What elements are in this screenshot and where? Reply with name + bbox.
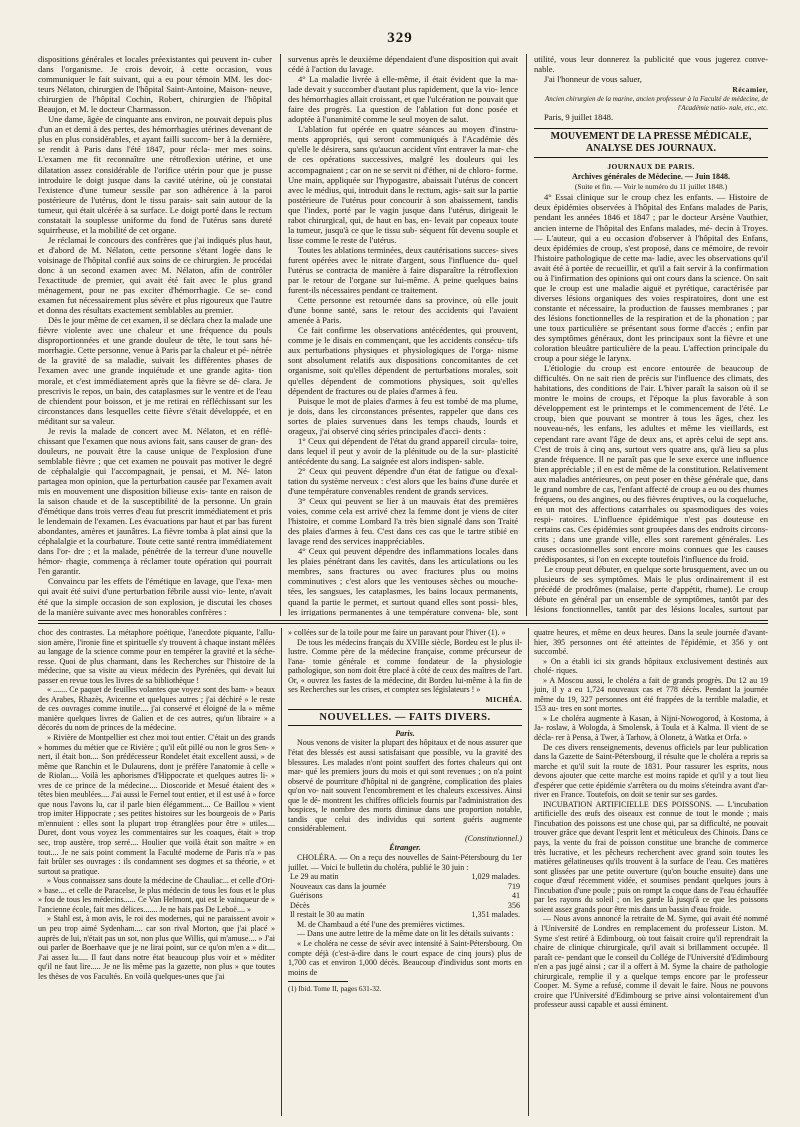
paragraph: Dès le jour même de cet examen, il se déclara chez la malade une fièvre violente avec une chaleur et une fréquence du pouls disproportionnées et une grande douleur de tête, le tout sans hé- morrhagie. Cette personne, venue à Paris par la chaleur et pé- nétrée de la gravité de sa maladie, suivait les différentes phases de l'examen avec une grande inquiétude et une grande agita- tion morale, et c'est immédiatement après que la fièvre se dé- clara. Je prescrivis le repos, un bain, des cataplasmes sur le ventre et de l'eau de chiendent pour boisson, et je me retirai en réfléchissant sur les circonstances dans lesquelles cette fièvre s'était développée, et en méditant sur sa valeur. [38,315,272,426]
paragraph: » Le choléra augmente à Kasan, à Nijni-Nowogorod, à Kostoma, à Ja- roslaw, à Wologda, à Smolensk, à Toula et à Kalma. Il vient de se décla- rer à Pensa, à Twer, à Tarhow, à Olonetz, à Watka et Orfa. » [534,713,768,743]
stat-label: Le 29 au matin [290,872,339,882]
paragraph: 4° Ceux qui peuvent dépendre des inflammations locales dans les plaies pénétrant dans les cavités, dans les articulations ou les membres, sans fractures ou avec fractures plus ou moins comminutives ; c'est alors que les ventouses sèches ou mouche- tées, les sangsues, les cataplasmes, les bains locaux permanents, quand la partie le permet, et surtout quand elles sont possi- bles, les irrigations permanentes à une température convena- ble, sont [288,546,518,616]
section-rule [38,620,768,621]
paragraph: Puisque le mot de plaies d'armes à feu est tombé de ma plume, je dois, dans les circonstances présentes, rappeler que dans ces sortes de plaies survenues dans les temps chauds, lourds et orageux, j'ai observé cinq séries principales d'acci- dents : [288,395,518,436]
news-column [288,628,522,1116]
column-divider [528,628,529,1116]
news-title: NOUVELLES. — FAITS DIVERS. [288,709,522,726]
paragraph: INCUBATION ARTIFICIELLE DES POISSONS. — L'incubation artificielle des œufs des oiseaux est connue de tout le monde ; mais l'incubation des poissons est une chose qui, par sa difficulté, ne pouvait trouver grâce que devant l'esprit lent et méticuleux des Chinois. Dans ce pays, la vente du frai de poisson constitue une branche de commerce très lucrative, et les pêcheurs recherchent avec grand soin toutes les matières gélatineuses qu'ils trouvent à la surface de l'eau. Ces matières sont glissées par une petite ouverture (qu'on bouche ensuite) dans une coque d'œuf récemment vidée, et soumises pendant quelques jours à l'incubation d'une poule ; puis on rompt la coque dans de l'eau échauffée par les rayons du soleil ; on les garde là jusqu'à ce que les poissons soient assez grands pour être mis dans un bassin d'eau froide. [534,799,768,914]
paragraph: L'ablation fut opérée en quatre séances au moyen d'instru- ments appropriés, qui seront communiqués à l'Académie dès qu'elle le désirera, sans qu'aucun accident vînt entraver la mar- che de ces opérations successives, malgré les douleurs qui les accompagnaient ; car on ne se servit ni d'éther, ni de chloro- forme. Une main, appliquée sur l'hypogastre, abaissait l'utérus de concert avec le médius, qui, introduit dans le rectum, agis- sait sur la partie postérieure de l'utérus pour concourir à son abaissement, tandis que l'index, porté par le vagin jusque dans l'utérus, dirigeait le rabot chirurgical, qui, de haut en bas, en- levait par copeaux toute la tumeur, jusqu'à ce que le tissu sub- séquent fût devenu souple et lisse comme le reste de l'utérus. [288,124,518,245]
paragraph: L'étiologie du croup est encore entourée de beaucoup de difficultés. On ne sait rien de précis sur l'influence des climats, des habitations, des conditions de l'air. L'hiver paraît la saison où il se montre le moins de croups, et l'époque la plus favorable à son développement est le printemps et le commencement de l'été. Le croup, bien que pouvant se montrer à tous les âges, chez les nouveau-nés, les enfans, les adultes et même les vieillards, est cependant rare avant l'âge de deux ans, et après celui de sept ans. C'est de trois à cinq ans, surtout vers quatre ans, qu'à lieu sa plus grande fréquence. Il ne paraît pas que le sexe exerce une influence bien appréciable ; il en est de même de la constitution. Relativement aux maladies antérieures, on peut poser en thèse générale que, dans le grand nombre de cas, l'enfant affecté de croup a eu ou des rhumes fréquens, ou des angines, ou des fièvres éruptives, ou la coqueluche, en un mot des affections catarrhales ou spasmodiques des voies respi- ratoires. L'influence épidémique n'est pas douteuse en certains cas. Ces épidémies sont groupées dans des endroits circons- crits ; dans une grande ville, elles sont rarement générales. Les causes occasionnelles sont encore moins connues que les causes prédisposantes, si l'on en excepte toutefois l'influence du froid. [534,363,768,565]
paragraph: CHOLÉRA. — On a reçu des nouvelles de Saint-Pétersbourg du 1er juillet. — Voici le bulletin du choléra, publié le 30 juin : [288,853,522,872]
paragraph: 4° Essai clinique sur le croup chez les enfants. — Histoire de deux épidémies observées à l'hôpital des Enfans malades de Paris, pendant les années 1846 et 1847 ; par le docteur Arsène Vauthier, ancien interne de l'hôpital des Enfans malades, mé- decin à Troyes. — L'auteur, qui a eu occasion d'observer à l'hôpital des Enfans, deux épidémies de croup, s'est proposé, dans ce mémoire, de revoir l'histoire pathologique de cette ma- ladie, avec les observations qu'il avait été à portée de recueillir, et qu'il a fait servir à la confirmation ou à l'infirmation des opinions qui ont cours dans la science. On sait que le croup est une maladie aiguë et pyrétique, caractérisée par diverses lésions organiques des voies respiratoires, dont une est constante et nécessaire, la production de fausses membranes ; par des lésions fonctionnelles de la respiration et de la phonation ; par une toux particulière se présentant sous forme d'accès ; enfin par des symptômes généraux, dont les principaux sont la fièvre et une coloration bleuâtre particulière de la peau. L'affection principale du croup a pour siége le larynx. [534,192,768,364]
signature-titles: Ancien chirurgien de la marine, ancien professeur à la Faculté de médecine, de l'Académie natio- nale, etc., etc. [544,95,768,112]
section-rule [38,623,768,624]
column-divider [526,54,527,616]
stat-value: 1,029 malades. [471,872,520,882]
quotation: » Vous connaissez sans doute la médecine de Chauliac... et celle d'Ori- » base.... et celle de Paracelse, le plus médecin de tous les fous et le plus » fou de tous les médecins...... Ce Van Helmont, qui est le vainqueur de » l'ancienne école, fait mes délices....... Je ne hais pas De Leboë.... » [38,876,275,914]
paragraph: Je revis la malade de concert avec M. Nélaton, et en réflé- chissant que l'examen que nous avions fait, sans causer de gran- des douleurs, ne pouvait être la cause unique de l'explosion d'une semblable fièvre ; que cet examen ne pouvait pas motiver le degré de céphalalgie qui l'accompagnait, je pensai, et M. Né- laton partagea mon opinion, que la perturbation causée par l'examen avait mis en mouvement une disposition bilieuse exis- tante en raison de la saison chaude et de la susceptibilité de la personne. Un grain d'émétique dans trois verres d'eau fut prescrit immédiatement et pris le lendemain de l'examen. Les évacuations par haut et par bas furent abondantes, amères et jaunâtres. La fièvre tomba à plat ainsi que la céphalalgie et la courbature. Toute cette santé rentra immédiatement dans l'or- dre ; et la malade, pénétrée de la terreur d'une nouvelle hémor- rhagie, commença à réclamer toute opération qui pourrait l'en garantir. [38,425,272,577]
feuilleton-column-1 [38,628,275,1116]
paragraph: Convaincu par les effets de l'émétique en lavage, que l'exa- men qui avait été suivi d'une perturbation fébrile aussi vio- lente, n'avait été que la simple occasion de son explosion, je discutai les choses de la manière suivante avec mes honorables confrères : [38,576,272,616]
paragraph: De tous les médecins français du XVIIIe siècle, Bordeu est le plus il- lustre. Comme père de la médecine française, comme précurseur de l'ana- tomie générale et comme fondateur de la physiologie pathologique, son nom doit être placé à côté de ceux des maîtres de l'art. Or, « ouvrez les fastes de la médecine, dit Bordeu lui-même à la fin de ses Recherches sur les crises, et comptez ses législateurs ! » [288,637,522,695]
page-number: 329 [387,30,413,46]
quotation: » Stahl est, à mon avis, le roi des modernes, qui ne paraissent avoir » un peu trop aimé Sydenham.... car son rival Morton, que j'ai placé » auprès de lui, n'était pas un sot, non plus que Willis, qui m'amuse.... » J'ai oui parler de Boerhaave que je ne lirai point, sur ce qu'on m'en a » dit.... J'ai assez lu..... Il faut dans notre état beaucoup plus voir et » méditer qu'il ne faut lire..... Je ne lis même pas la gazette, non plus » que toutes les thèses de vos Facultés. En voilà quelques-unes que j'ai [38,914,275,981]
signature-name: Récamier, [732,85,768,95]
paragraph: Une dame, âgée de cinquante ans environ, ne pouvait depuis plus d'un an et demi à des pertes, des hémorrhagies utérines devenant de plus en plus considérables, et ayant failli succom- ber à la dernière, se rendit à Paris dans l'été 1847, pour récla- mer mes soins. L'examen me fit reconnaître une rétroflexion utérine, et une dilatation assez considérable de l'orifice utérin pour que je pusse introduire le doigt jusque dans la cavité utérine, où je constatai l'existence d'une tumeur sessile par son adhérence à la paroi postérieure de l'utérus, dont le tissu parais- sait sain autour de la tumeur, qui était ulcérée à sa surface. Le doigt porté dans le rectum constatait la souplesse uniforme du fond de l'utérus sans dureté squirrheuse, et la mobilité de cet organe. [38,114,272,235]
paragraph: 4° La maladie livrée à elle-même, il était évident que la ma- lade devait y succomber d'autant plus rapidement, que la vio- lence des hémorrhagies allait croissant, et que l'ulcération ne pouvait que faire des progrès. La question de l'ablation fut donc posée et adoptée à l'unanimité comme le seul moyen de salut. [288,74,518,125]
cholera-bulletin-table [288,872,522,920]
journal-heading: JOURNAUX DE PARIS. [607,162,695,172]
quotation: « ....... Ce paquet de feuilles volantes que voyez sont des bam- » beaux des Arabes, Rhazès, Avicenne et quelques autres ; j'ai déchiré » le reste de ces ouvrages comme inutile.... j'ai conservé et éloigné de la » même manière quelques livres de Galien et de ces autres, qu'un libraire » a décorés du nom de princes de la médecine. [38,685,275,733]
table-row [288,891,522,901]
article-column-3 [534,54,768,616]
table-row [288,901,522,911]
paragraph: Cette personne est retournée dans sa province, où elle jouit d'une bonne santé, sans le retour des accidents qui l'avaient amenée à Paris. [288,295,518,326]
stat-value: 41 [511,891,520,901]
paris-heading: Paris. [395,728,415,738]
paragraph: 1° Ceux qui dépendent de l'état du grand appareil circula- toire, dans lequel il peut y avoir de la plénitude ou de la sur- plasticité antécédente du sang. La saignée est alors indispen- sable. [288,435,518,466]
source-credit: (Constitutionnel.) [465,833,522,843]
stat-label: Décès [290,900,310,910]
dateline: Paris, 9 juillet 1848. [544,112,614,123]
paragraph: — Dans une autre lettre de la même date on lit les détails suivants : [297,929,514,939]
news-column-3 [534,628,768,1116]
paragraph: Ce fait confirme les observations antécédentes, qui prouvent, comme je le disais en commençant, que les accidents consécu- tifs aux perturbations physiques et physiologiques de l'orga- nisme sont absolument relatifs aux dispositions concomitantes de cet organisme, soit qu'elles dépendent de perturbations morales, soit qu'elles dépendent de commotions physiques, soit qu'elles dépendent de fractures ou de plaies d'armes à feu. [288,325,518,396]
paragraph: quatre heures, et même en deux heures. Dans la seule journée d'avant- hier, 395 personnes ont été atteintes de l'épidémie, et 356 y ont succombé. [534,628,768,657]
paragraph: Toutes les ablations terminées, deux cautérisations succes- sives furent opérées avec le nitrate d'argent, sous l'influence du- quel l'utérus se contracta de manière à faire disparaître la rétroflexion par le retour de l'organe sur lui-même. A peine quelques bains furent-ils nécessaires pendant ce traitement. [288,244,518,296]
paragraph: dispositions générales et locales préexistantes qui peuvent in- cuber dans l'organisme. Je crois devoir, à cette occasion, vous communiquer le fait suivant, qui a eu pour témoin MM. les doc- teurs Nélaton, chirurgien de l'hôpital Saint-Antoine, Maison- neuve, chirurgien de l'hôpital Cochin, Robert, chirurgien de l'hôpital Beaujon, et M. le docteur Charmasson. [38,54,272,115]
paragraph: 2° Ceux qui peuvent dépendre d'un état de fatigue ou d'exal- tation du système nerveux : c'est alors que les bains d'une durée et d'une température convenables rendent de grands services. [288,465,518,497]
paragraph: M. de Chambaud a été l'une des premières victimes. [297,919,465,929]
paragraph: utilité, vous leur donnerez la publicité que vous jugerez conve- nable. [534,54,768,75]
paragraph: survenus après le deuxième dépendaient d'une disposition qui avait cédé à l'action du lavage. [288,54,518,75]
paragraph: Je réclamai le concours des confrères que j'ai indiqués plus haut, et d'abord de M. Nélaton, cette personne s'étant logée dans le voisinage de l'hôpital confié aux soins de ce chirurgien. Je procédai donc à un second examen avec M. Nélaton, afin de contrôler l'exactitude de premier, qui avait été fait avec le plus grand ménagement, pour ne pas exciter d'hémorrhagie. Ce se- cond examen fut nécessairement plus sévère et plus rigoureux que l'autre et donna des résultats exactement semblables au premier. [38,234,272,316]
author-signature: MICHÉA. [485,694,522,704]
table-row [288,910,522,920]
article-column-1 [38,54,272,616]
footnote: (1) Ibid. Tome II, pages 631-32. [288,984,382,994]
paragraph: » A Moscou aussi, le choléra a fait de grands progrès. Du 12 au 19 juin, il y a eu 1,724 nouveaux cas et 778 décès. Pendant la journée même du 19, 327 personnes ont été frappées de la terrible maladie, et 153 au- tres en sont mortes. [534,675,768,714]
paragraph: choc des contrastes. La métaphore poétique, l'anecdote piquante, l'allu- sion amère, l'ironie fine et spirituelle s'y trouvent à chaque instant mêlées au langage de la science comme pour en tempérer la gravité et la séche- resse. Quoi de plus charmant, dans les Recherches sur l'histoire de la médecine, que sa visite au vieux médecin des Pyrénées, qui devait lui passer en revue tous les livres de sa bibliothèque ! [38,628,275,685]
journal-name: Archives générales de Médecine. — Juin 1848. [571,172,731,182]
section-title: MOUVEMENT DE LA PRESSE MÉDICALE, ANALYSE DES JOURNAUX. [534,128,768,158]
footnote-rule [288,981,348,982]
stat-value: 356 [507,900,520,910]
paragraph: Nous venons de visiter la plupart des hôpitaux et de nous assurer que l'état des blessés est aussi satisfaisant que possible, vu la gravité des blessures. Les malades n'ont point souffert des fortes chaleurs qui ont mar- qué les premiers jours du mois et qui sont revenues ; on n'a point observé de pourriture d'hôpital ni de gangrène, complication des plaies qu'on vo- nait souvent l'encombrement et les chaleurs excessives. Ainsi que le dé- montrent les chiffres officiels fournis par l'administration des hospices, le nombre des morts diminue dans une proportion notable, tandis que celui des individus qui sortent guéris augmente considérablement. [288,738,522,834]
column-divider [280,54,281,616]
article-column-2 [288,54,518,616]
stat-label: Il restait le 30 au matin [290,910,365,920]
journal-note: (Suite et fin. — Voir le numéro du 11 juillet 1848.) [574,182,728,192]
paragraph: — Nous avons annoncé la retraite de M. Syme, qui avait été nommé à l'Université de Londres en remplacement du professeur Liston. M. Syme s'est retiré à Edimbourg, où tout faisait croire qu'il reprendrait la chaire de clinique chirurgicale, qu'il avait si brillamment occupée. Il paraît ce- pendant que le conseil du Collége de l'Université d'Edimbourg n'en a pas jugé ainsi ; car il a offert à M. Syme la chaire de pathologie chirurgicale, remplie il y a quelque temps encore par le professeur Cooper. M. Syme a refusé, comme il devait le faire. Nous ne pouvons croire que l'Université d'Edimbourg se prive ainsi volontairement d'un professeur aussi capable et aussi éminent. [534,914,768,1010]
signature-block [534,84,768,112]
column-divider [281,628,282,1116]
stat-label: Nouveaux cas dans la journée [290,881,387,891]
table-row [288,882,522,892]
stat-label: Guérisons [290,891,323,901]
paragraph: 3° Ceux qui peuvent se lier à un mauvais état des premières voies, comme cela est arrivé chez la femme dont je viens de citer l'histoire, et comme Lombard l'a très bien signalé dans son Traité des plaies d'armes à feu. C'est dans ces cas que le tartre stibié en lavage rend des services inappréciables. [288,496,518,547]
paragraph: « Le choléra ne cesse de sévir avec intensité à Saint-Pétersbourg. On compte déjà (c'est-à-dire dans le court espace de cinq jours) plus de 1,700 cas et environ 1,000 décès. Beaucoup d'individus sont morts en moins de [288,938,522,977]
paragraph: J'ai l'honneur de vous saluer, [544,74,642,85]
stat-value: 1,351 malades. [471,910,520,920]
foreign-heading: Étranger. [389,843,421,853]
paragraph: Le croup peut débuter, en quelque sorte brusquement, avec un ou plusieurs de ses symptômes. Mais le plus ordinairement il est précédé de prodrômes (malaise, perte d'appétit, rhume). Le croup débute en général par un ensemble de symptômes, tantôt par des lésions fonctionnelles, tantôt par des lésions locales, surtout par [534,564,768,615]
paragraph: » On a établi ici six grands hôpitaux exclusivement destinés aux cholé- riques. [534,656,768,676]
stat-value: 719 [507,881,520,891]
table-row [288,872,522,882]
quotation: » collées sur de la toile pour me faire un paravant pour l'hiver (1). » [288,628,506,637]
paragraph: De ces divers renseignements, devenus officiels par leur publication dans la Gazette de Saint-Pétersbourg, il résulte que le choléra a repris sa marche et qu'il suit la route de 1831. Pour rassurer les esprits, nous devons ajouter que cette marche est moins rapide et qu'il y a tout lieu d'espérer que cette épidémie s'arrêtera ou du moins s'éteindra avant d'ar- river en France. Toutefois, on doit se tenir sur ses gardes. [534,742,768,800]
quotation: » Rivière de Montpellier est chez moi tout entier. C'était un des grands » hommes du métier que ce Rivière ; qu'il eût pillé ou non le gros Sen- » nert, il était bon.... Son prédécesseur Rondelet était excellent aussi, » de même que Ranchin et le Dulaurens, dont je préfère l'anatomie à celle » de Riolan.... Voilà les aphorismes d'Hippocrate et quelques autres li- » vres de ce prince de la médecine.... Dioscoride et Mesué étaient des » têtes bien meublées.... J'ai aussi le Fernel tout entier, et il est usé à » force que nous l'avons lu, car il parle bien élégamment.... Ce Baillou » vient trop imiter Hippocrate ; ses petites histoires sur les bourgeois de » Paris m'ennuient : elles sont la plupart trop étranglées pour être » utiles.... Duret, dont vous voyez les commentaires sur les coaques, était » trop sec, trop austère, trop serré.... Houlier que voilà était son maître » en tout.... Je ne sais point comment la Faculté moderne de Paris n'a » pas fait brûler ses ouvrages : ils condamnent ses dogmes et sa théorie, » et surtout sa pratique. [38,733,275,876]
